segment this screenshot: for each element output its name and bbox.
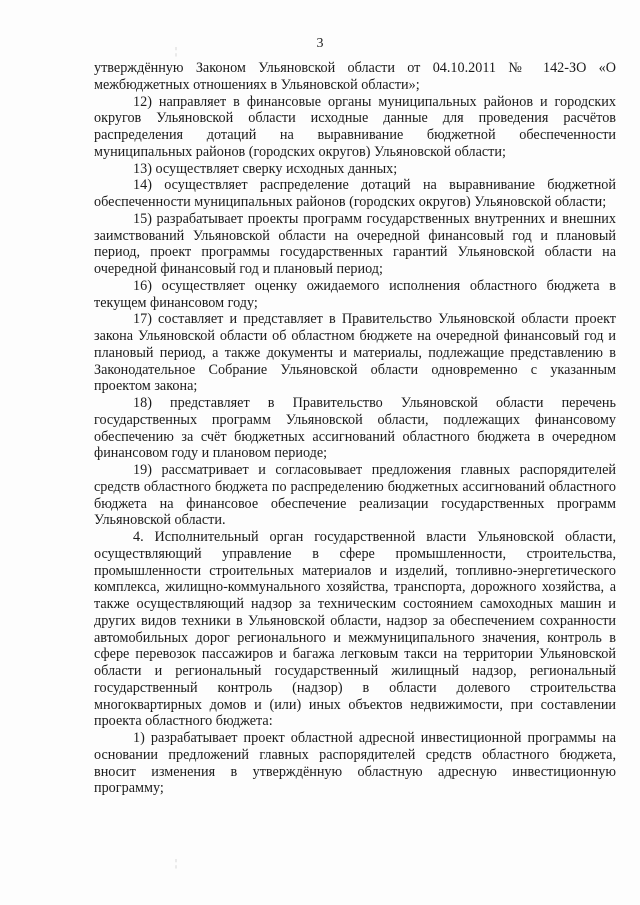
paragraph-item-18: 18) представляет в Правительство Ульяновской области перечень государственных программ Ульяновской области, подлежащих финансовому обеспечению за счёт бюджетных ассигнований областного бюджета в очередном финансовом году и плановом периоде; [94,395,616,462]
paragraph-item-17: 17) составляет и представляет в Правительство Ульяновской области проект закона Ульяновской области об областном бюджете на очередной финансовый год и плановый период, а также документы и материалы, подлежащие представлению в Законодательное Собрание Ульяновской области одновременно с указанным проектом закона; [94,311,616,395]
paragraph-item-16: 16) осуществляет оценку ожидаемого исполнения областного бюджета в текущем финансовом году; [94,277,616,311]
scan-mark-bottom: ¦ [175,858,178,869]
paragraph-item-15: 15) разрабатывает проекты программ государственных внутренних и внешних заимствований Ульяновской области на очередной финансовый год и плановый период, проект программы государственных гарантий Ульяновской области на очередной финансовый год и плановый период; [94,210,616,277]
scan-mark-top: ¦ [175,46,178,57]
paragraph-law-reference: утверждённую Законом Ульяновской области от 04.10.2011 № 142-ЗО «О межбюджетных отношениях в Ульяновской области»; [94,60,616,93]
page-number: 3 [316,36,324,51]
paragraph-item-13: 13) осуществляет сверку исходных данных; [133,160,398,177]
paragraph-item-14: 14) осуществляет распределение дотаций на выравнивание бюджетной обеспеченности муниципальных районов (городских округов) Ульяновской области; [94,177,616,210]
paragraph-section-4: 4. Исполнительный орган государственной власти Ульяновской области, осуществляющий управление в сфере промышленности, строительства, промышленности строительных материалов и изделий, топливно-энергетического комплекса, жилищно-коммунального хозяйства, транспорта, дорожного хозяйства, а также осуществляющий надзор за техническим состоянием самоходных машин и других видов техники в Ульяновской области, надзор за обеспечением сохранности автомобильных дорог регионального и межмуниципального значения, контроль в сфере перевозок пассажиров и багажа легковым такси на территории Ульяновской области и региональный государственный жилищный надзор, региональный государственный контроль (надзор) в области долевого строительства многоквартирных домов и (или) иных объектов недвижимости, при составлении проекта областного бюджета: [94,529,616,730]
paragraph-section-4-item-1: 1) разрабатывает проект областной адресной инвестиционной программы на основании предложений главных распорядителей средств областного бюджета, вносит изменения в утверждённую областную адресную инвестиционную программу; [94,730,616,797]
document-body [94,60,616,797]
paragraph-item-19: 19) рассматривает и согласовывает предложения главных распорядителей средств областного бюджета по распределению бюджетных ассигнований областного бюджета на финансовое обеспечение реализации государственных программ Ульяновской области. [94,462,616,529]
paragraph-item-12: 12) направляет в финансовые органы муниципальных районов и городских округов Ульяновской области исходные данные для проведения расчётов распределения дотаций на выравнивание бюджетной обеспеченности муниципальных районов (городских округов) Ульяновской области; [94,93,616,160]
